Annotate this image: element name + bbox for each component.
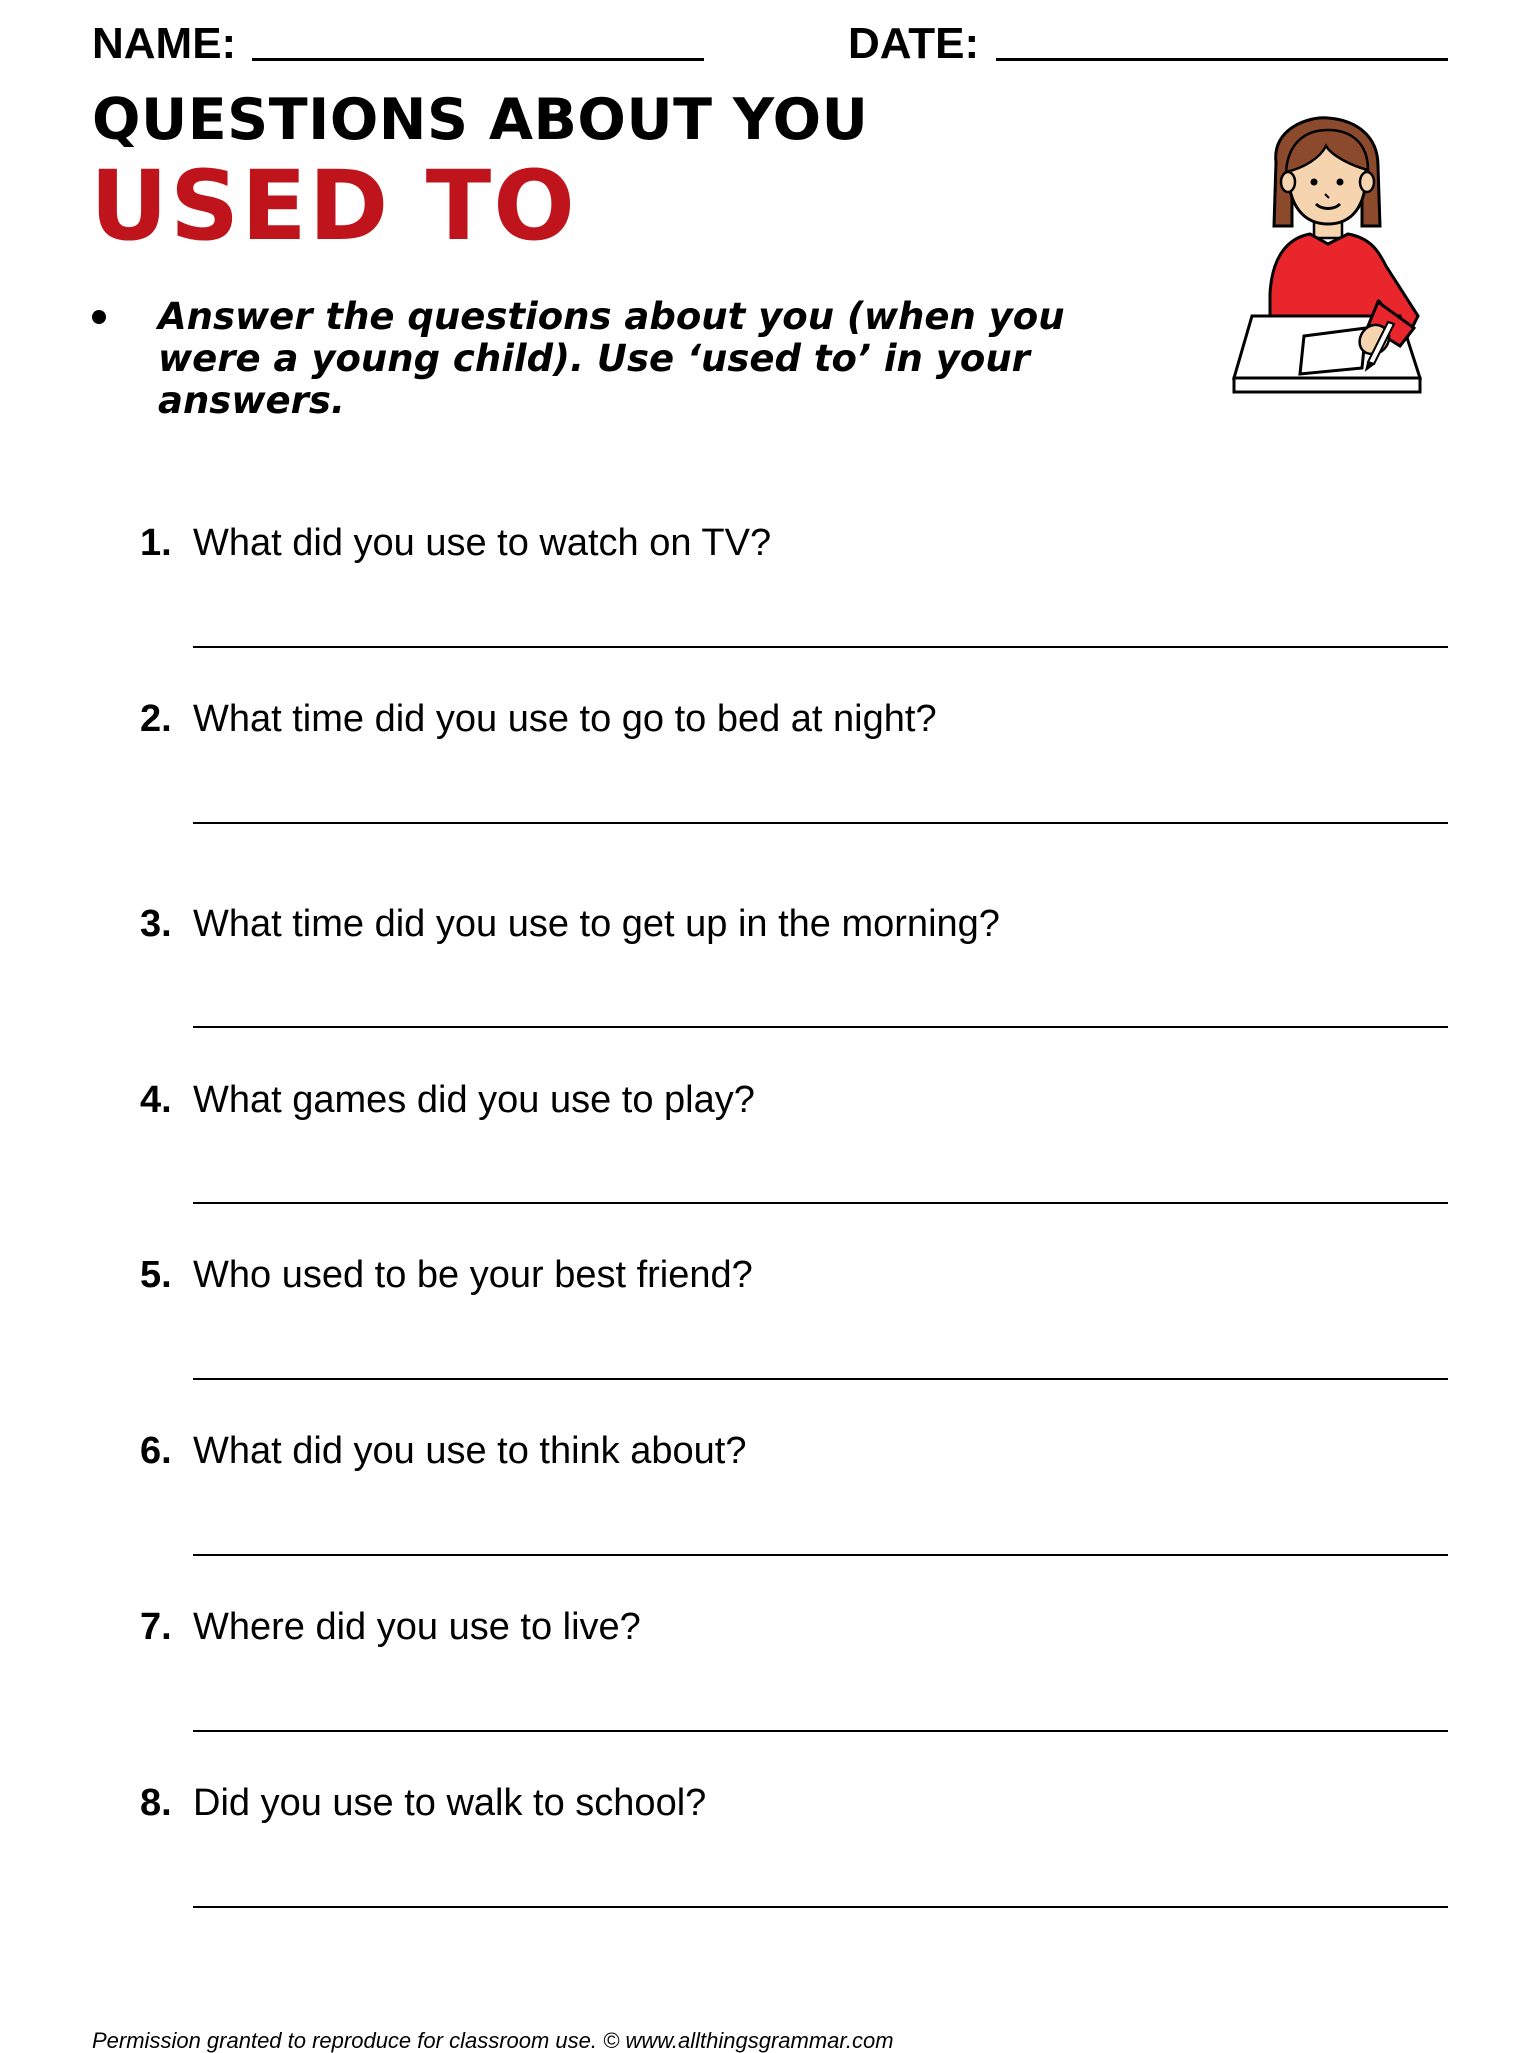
question-text: What time did you use to go to bed at night? [193,698,937,740]
answer-line[interactable] [193,646,1448,648]
question-text: Who used to be your best friend? [193,1254,753,1296]
question-number: 1. [140,522,172,564]
name-field[interactable] [252,58,704,61]
question-number: 8. [140,1782,172,1824]
question-text: What games did you use to play? [193,1079,755,1121]
answer-line[interactable] [193,1730,1448,1732]
name-label: NAME: [92,19,237,68]
answer-line[interactable] [193,1378,1448,1380]
question-number: 7. [140,1606,172,1648]
question-text: What did you use to think about? [193,1430,747,1472]
question-text: What did you use to watch on TV? [193,522,772,564]
bullet-icon [92,310,106,324]
date-label: DATE: [848,19,980,68]
question-number: 6. [140,1430,172,1472]
answer-line[interactable] [193,1202,1448,1204]
date-field[interactable] [996,58,1448,61]
question-text: Did you use to walk to school? [193,1782,707,1824]
question-number: 5. [140,1254,172,1296]
question-text: Where did you use to live? [193,1606,641,1648]
answer-line[interactable] [193,1906,1448,1908]
footer-permission: Permission granted to reproduce for classroom use. © www.allthingsgrammar.com [92,2028,894,2053]
answer-line[interactable] [193,822,1448,824]
instructions: Answer the questions about you (when you were a young child). Use ‘used to’ in your answers. [158,295,1065,422]
question-text: What time did you use to get up in the morning? [193,903,1000,945]
question-number: 3. [140,903,172,945]
question-number: 2. [140,698,172,740]
answer-line[interactable] [193,1554,1448,1556]
girl-writing-at-desk-icon [1228,116,1424,398]
answer-line[interactable] [193,1026,1448,1028]
worksheet-subtitle: QUESTIONS ABOUT YOU [92,87,869,153]
question-number: 4. [140,1079,172,1121]
worksheet-title: USED TO [90,150,577,262]
